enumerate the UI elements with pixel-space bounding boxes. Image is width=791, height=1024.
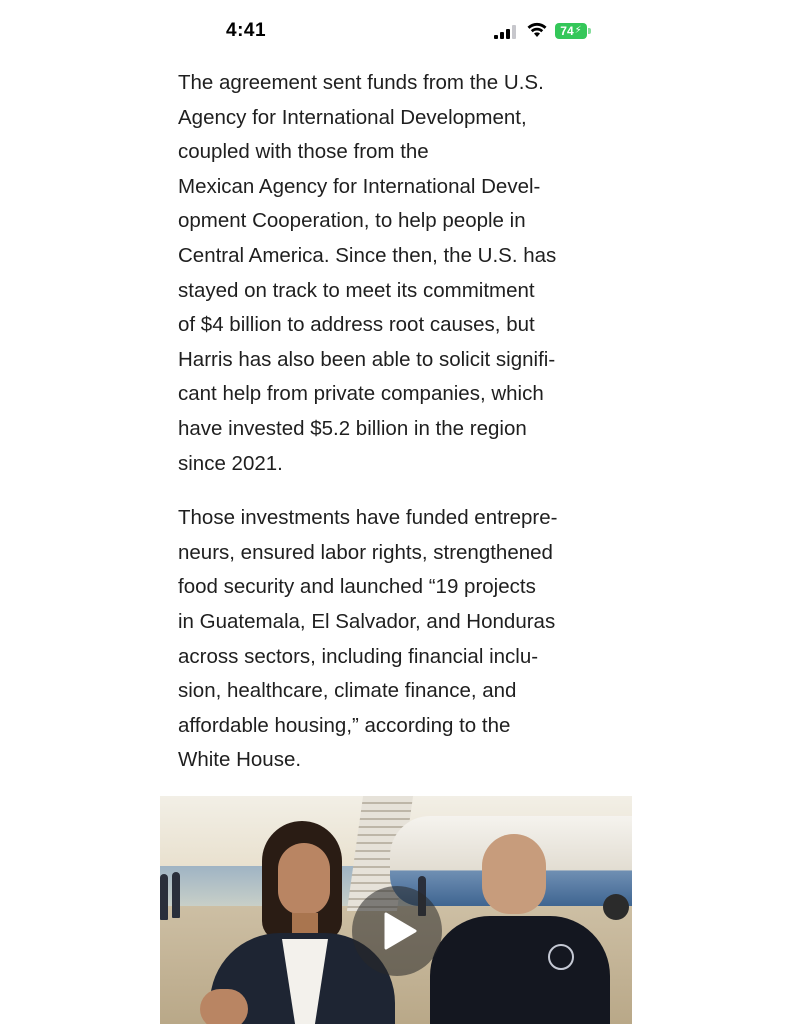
background-person [160, 874, 168, 920]
speaker-man [430, 826, 610, 1024]
text-line: sion, healthcare, climate finance, and [178, 679, 517, 703]
battery-indicator [555, 23, 587, 39]
video-player[interactable] [160, 796, 632, 1024]
text-line: food security and launched “19 projects [178, 575, 536, 599]
text-line: have invested $5.2 billion in the region [178, 416, 527, 440]
text-line: opment Cooperation, to help people in [178, 209, 526, 233]
text-line: Central America. Since then, the U.S. has [178, 243, 557, 267]
text-line: White House. [178, 748, 302, 772]
background-person [172, 872, 180, 918]
text-line: Mexican Agency for International Devel- [178, 174, 541, 198]
text-line: stayed on track to meet its commitment [178, 278, 535, 302]
wifi-icon [527, 22, 547, 38]
play-button[interactable] [352, 886, 442, 976]
battery-level: 74 [560, 24, 574, 38]
status-time: 4:41 [226, 20, 267, 41]
article-paragraph-2 [178, 501, 618, 778]
text-line: across sectors, including financial inclu- [178, 644, 539, 668]
article-body [178, 66, 618, 798]
badge-emblem [548, 944, 574, 970]
text-line: cant help from private companies, which [178, 382, 544, 406]
article-paragraph-1 [178, 66, 618, 481]
text-line: since 2021. [178, 451, 283, 475]
text-line: in Guatemala, El Salvador, and Honduras [178, 609, 556, 633]
text-line: of $4 billion to address root causes, but [178, 313, 535, 337]
text-line: coupled with those from the [178, 140, 429, 164]
text-line: Harris has also been able to solicit signifi- [178, 347, 556, 371]
cellular-signal-icon [494, 25, 518, 39]
text-line: affordable housing,” according to the [178, 713, 511, 737]
battery-cap [588, 28, 591, 34]
status-bar [0, 0, 791, 64]
text-line: Those investments have funded entrepre- [178, 506, 558, 530]
play-icon [382, 911, 418, 951]
text-line: Agency for International Development, [178, 105, 527, 129]
text-line: neurs, ensured labor rights, strengthened [178, 540, 553, 564]
text-line: The agreement sent funds from the U.S. [178, 71, 544, 94]
charging-bolt-icon: ⚡ [574, 25, 582, 36]
